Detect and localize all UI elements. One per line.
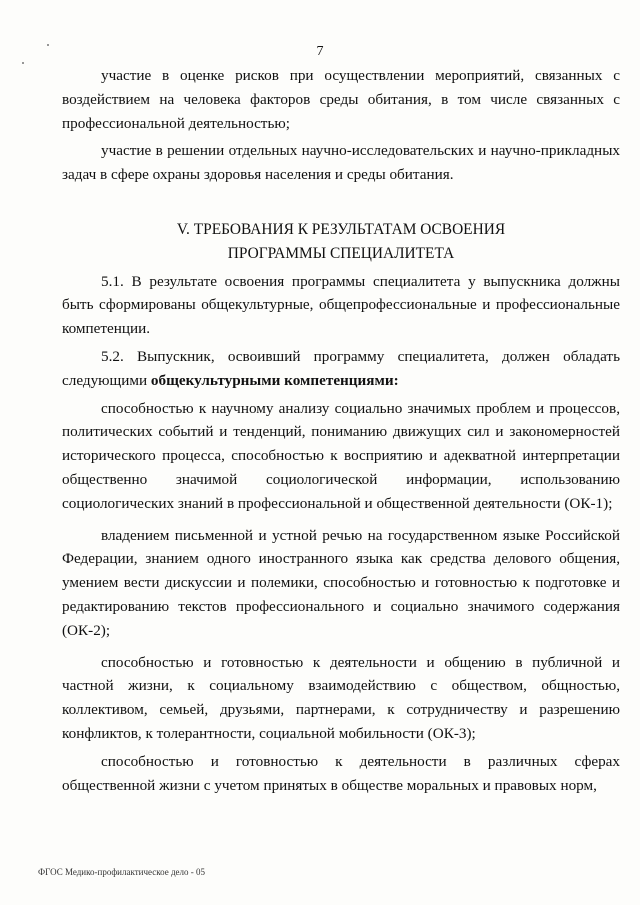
- page-number: 7: [316, 44, 324, 59]
- competency-ok-1: способностью к научному анализу социально значимых проблем и процессов, политических событий и тенденций, пониманию движущих сил и закономерностей исторического процесса, способностью к восприятию и адекватной интерпретации общественно значимой социологической информации, использованию социологических знаний в профессиональной и общественной деятельности (ОК-1);: [62, 399, 620, 512]
- paragraph-5-1: 5.1. В результате освоения программы специалитета у выпускника должны быть сформированы общекультурные, общепрофессиональные и профессиональные компетенции.: [62, 272, 620, 338]
- section-heading: [62, 218, 620, 266]
- paragraph: участие в оценке рисков при осуществлении мероприятий, связанных с воздействием на человека факторов среды обитания, в том числе связанных с профессиональной деятельностью;: [62, 67, 620, 132]
- paragraph-5-2: [62, 345, 620, 393]
- competency-ok-2: владением письменной и устной речью на государственном языке Российской Федерации, знанием одного иностранного языка как средства делового общения, умением вести дискуссии и полемики, способностью и готовностью к подготовке и редактированию текстов профессионального и социально значимого содержания (ОК-2);: [62, 526, 620, 639]
- page-footer: ФГОС Медико-профилактическое дело - 05: [38, 867, 206, 877]
- section-title-line-2: ПРОГРАММЫ СПЕЦИАЛИТЕТА: [227, 244, 455, 262]
- scan-speck: [22, 62, 24, 64]
- scan-speck: [47, 44, 49, 46]
- competency-ok-3: способностью и готовностью к деятельности и общению в публичной и частной жизни, к социальному взаимодействию с обществом, общностью, коллективом, семьей, друзьями, партнерами, к сотрудничеству и разрешению конфликтов, к толерантности, социальной мобильности (ОК-3);: [62, 653, 620, 742]
- document-body: [62, 64, 620, 797]
- competency-ok-4-partial: способностью и готовностью к деятельности в различных сферах общественной жизни с учетом принятых в обществе моральных и правовых норм,: [62, 752, 620, 794]
- section-title-line-1: V. ТРЕБОВАНИЯ К РЕЗУЛЬТАТАМ ОСВОЕНИЯ: [176, 220, 506, 238]
- paragraph-5-2-text: 5.2. Выпускник, освоивший программу специалитета, должен обладать следующими: [62, 347, 620, 389]
- paragraph-5-2-emphasis: общекультурными компетенциями:: [150, 371, 399, 389]
- paragraph: участие в решении отдельных научно-исследовательских и научно-прикладных задач в сфере охраны здоровья населения и среды обитания.: [62, 142, 620, 184]
